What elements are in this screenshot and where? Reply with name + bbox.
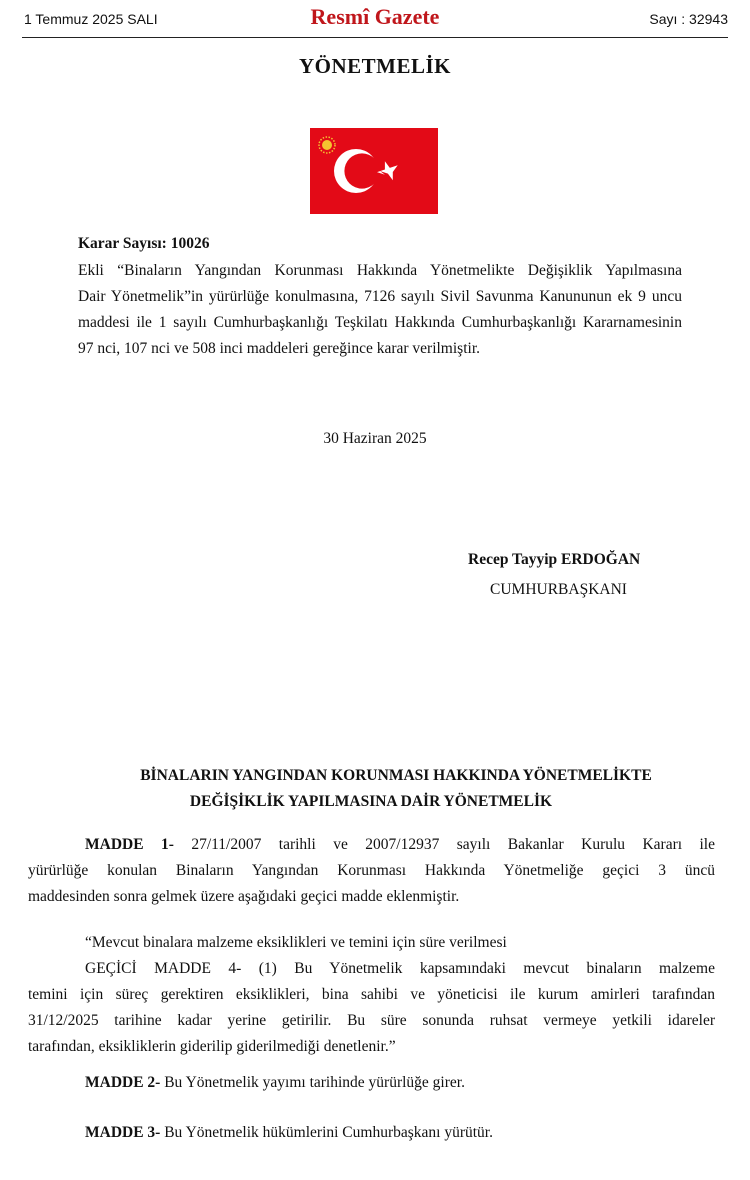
article-1-line: maddesinden sonra gelmek üzere aşağıdaki geçici madde eklenmiştir. [28,888,460,905]
header-rule [22,37,728,38]
decision-line: maddesi ile 1 sayılı Cumhurbaşkanlığı Teşkilatı Hakkında Cumhurbaşkanlığı Kararnamesinin [78,314,682,331]
decision-number: Karar Sayısı: 10026 [78,235,210,252]
quote-heading: “Mevcut binalara malzeme eksiklikleri ve temini için süre verilmesi [85,934,507,951]
issue-number: Sayı : 32943 [649,11,728,27]
gazette-name: Resmî Gazete [310,4,440,29]
article-2: MADDE 2- Bu Yönetmelik yayımı tarihinde yürürlüğe girer. [85,1074,465,1091]
turkish-flag-icon [310,128,438,214]
temporary-article-4 [85,956,715,982]
article-3-label: MADDE 3- [85,1124,161,1141]
decision-line: Dair Yönetmelik”in yürürlüğe konulmasına, 7126 sayılı Sivil Savunma Kanununun ek 9 uncu [78,288,682,305]
article-3: MADDE 3- Bu Yönetmelik hükümlerini Cumhurbaşkanı yürütür. [85,1124,493,1141]
article-2-label: MADDE 2- [85,1074,161,1091]
temporary-article-line: temini için süreç gerektiren eksiklikleri, bina sahibi ve yöneticisi ile kurum amirleri tarafından [28,986,715,1003]
article-1-cont [28,858,715,910]
decision-date: 30 Haziran 2025 [323,430,427,447]
document-type-heading: YÖNETMELİK [298,54,452,78]
article-1-line: MADDE 1- 27/11/2007 tarihli ve 2007/12937 sayılı Bakanlar Kurulu Kararı ile [85,836,715,853]
publication-date: 1 Temmuz 2025 SALI [24,11,158,27]
temporary-article-line: GEÇİCİ MADDE 4- (1) Bu Yönetmelik kapsamındaki mevcut binaların malzeme [85,960,715,977]
decision-body [78,258,682,362]
signer-name: Recep Tayyip ERDOĞAN [468,551,641,568]
temporary-article-line: 31/12/2025 tarihine kadar yerine getirilir. Bu süre sonunda ruhsat vermeye yetkili idareler [28,1012,715,1029]
temporary-article-4-cont [28,982,715,1060]
temporary-article-line: tarafından, eksikliklerin giderilip giderilmediği denetlenir.” [28,1038,396,1055]
regulation-title-line1: BİNALARIN YANGINDAN KORUNMASI HAKKINDA YÖNETMELİKTE [140,767,652,784]
signer-title: CUMHURBAŞKANI [490,581,627,598]
decision-line: 97 nci, 107 nci ve 508 inci maddeleri gereğince karar verilmiştir. [78,340,481,357]
article-1-label: MADDE 1- [85,836,174,853]
article-1-line: yürürlüğe konulan Binaların Yangından Korunması Hakkında Yönetmeliğe geçici 3 üncü [28,862,715,879]
article-1 [85,832,715,858]
decision-line: Ekli “Binaların Yangından Korunması Hakkında Yönetmelikte Değişiklik Yapılmasına [78,262,682,279]
regulation-title-line2: DEĞİŞİKLİK YAPILMASINA DAİR YÖNETMELİK [189,793,553,810]
gazette-header [0,0,750,40]
